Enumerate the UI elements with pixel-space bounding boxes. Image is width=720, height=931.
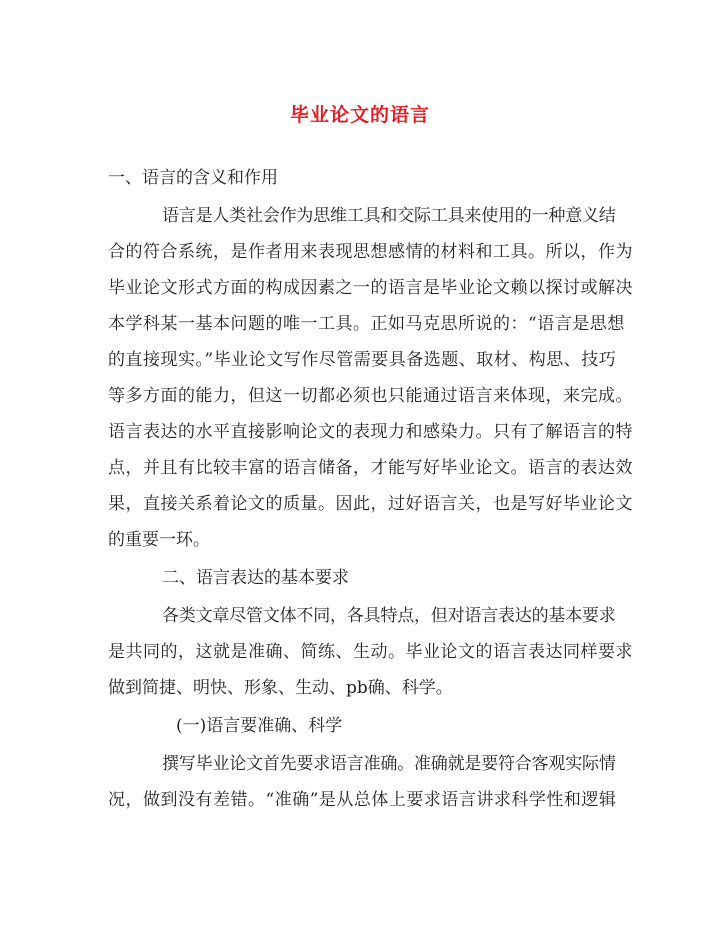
paragraph-line: 的重要一环。 xyxy=(108,530,210,550)
paragraph-line: 点，并且有比较丰富的语言储备，才能写好毕业论文。语言的表达效 xyxy=(108,458,633,478)
paragraph-line: 毕业论文形式方面的构成因素之一的语言是毕业论文赖以探讨或解决 xyxy=(108,278,633,298)
document-title: 毕业论文的语言 xyxy=(289,104,430,126)
paragraph-line: 果，直接关系着论文的质量。因此，过好语言关，也是写好毕业论文 xyxy=(108,494,633,514)
section-heading: 二、语言表达的基本要求 xyxy=(162,568,349,588)
paragraph-line: 做到简捷、明快、形象、生动、pb确、科学。 xyxy=(108,678,453,698)
subsection-heading: (一)语言要准确、科学 xyxy=(176,716,343,736)
paragraph-line: 本学科某一基本问题的唯一工具。正如马克思所说的：“语言是思想 xyxy=(108,314,625,334)
paragraph-line: 况，做到没有差错。“准确”是从总体上要求语言讲求科学性和逻辑 xyxy=(108,790,617,810)
paragraph-line: 各类文章尽管文体不同，各具特点，但对语言表达的基本要求 xyxy=(162,606,616,626)
section-heading: 一、语言的含义和作用 xyxy=(108,168,278,188)
paragraph-line: 撰写毕业论文首先要求语言准确。准确就是要符合客观实际情 xyxy=(162,754,616,774)
paragraph-line: 语言是人类社会作为思维工具和交际工具来使用的一种意义结 xyxy=(162,206,616,226)
paragraph-line: 等多方面的能力，但这一切都必须也只能通过语言来体现，来完成。 xyxy=(108,386,633,406)
paragraph-line: 语言表达的水平直接影响论文的表现力和感染力。只有了解语言的特 xyxy=(108,422,633,442)
paragraph-line: 合的符合系统，是作者用来表现思想感情的材料和工具。所以，作为 xyxy=(108,242,633,262)
paragraph-line: 是共同的，这就是准确、简练、生动。毕业论文的语言表达同样要求 xyxy=(108,642,633,662)
paragraph-line: 的直接现实。”毕业论文写作尽管需要具备选题、取材、构思、技巧 xyxy=(108,350,617,370)
